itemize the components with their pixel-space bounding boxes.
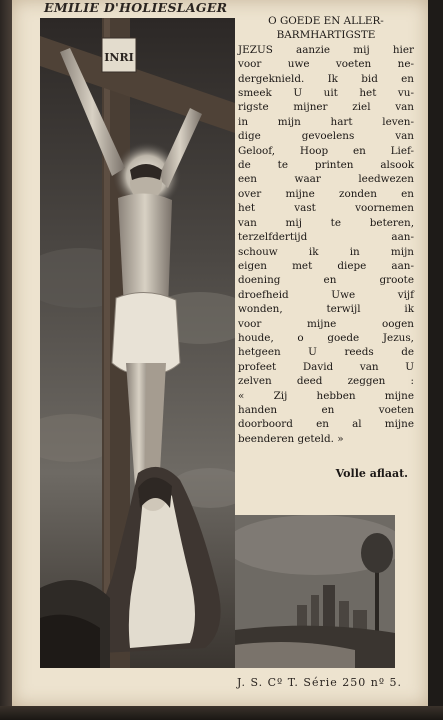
card-left-edge <box>0 0 12 720</box>
prayer-line: dergeknield. Ik bid en <box>238 72 414 85</box>
prayer-line: van mij te beteren, <box>238 216 414 229</box>
prayer-line: wonden, terwijl ik <box>238 303 414 316</box>
card-bottom-edge <box>0 706 443 720</box>
prayer-line: houde, o goede Jezus, <box>238 331 414 344</box>
prayer-line: over mijne zonden en <box>238 187 414 200</box>
inri-plaque-text: INRI <box>104 51 134 64</box>
prayer-line: smeek U uit het vu- <box>238 87 414 100</box>
series-footer: J. S. Cº T. Série 250 nº 5. <box>236 676 402 689</box>
prayer-line: de te printen alsook <box>238 159 414 172</box>
handwritten-name: EMILIE D'HOLIESLAGER <box>44 0 228 15</box>
prayer-text <box>238 14 414 446</box>
prayer-line: zelven deed zeggen : <box>238 375 414 388</box>
prayer-line: droefheid Uwe vijf <box>238 288 414 301</box>
prayer-line: het vast voornemen <box>238 202 414 215</box>
prayer-line: « Zij hebben mijne <box>238 389 414 402</box>
prayer-line: Geloof, Hoop en Lief- <box>238 144 414 157</box>
prayer-line: terzelfdertijd aan- <box>238 231 414 244</box>
prayer-line: voor uwe voeten ne- <box>238 58 414 71</box>
indulgence-note: Volle aflaat. <box>335 467 408 480</box>
prayer-line: BARMHARTIGSTE <box>276 29 376 42</box>
crucifixion-illustration <box>40 18 235 668</box>
prayer-line: rigste mijner ziel van <box>238 101 414 114</box>
landscape-illustration <box>235 515 395 668</box>
prayer-line: handen en voeten <box>238 403 414 416</box>
prayer-line: beenderen geteld. » <box>238 432 344 445</box>
prayer-line: schouw ik in mijn <box>238 245 414 258</box>
prayer-line: O GOEDE EN ALLER- <box>268 15 384 27</box>
prayer-line: JEZUS aanzie mij hier <box>238 43 414 56</box>
prayer-line: dige gevoelens van <box>238 130 414 143</box>
prayer-line: profeet David van U <box>238 360 414 373</box>
prayer-line: in mijn hart leven- <box>238 115 414 128</box>
prayer-line: doening en groote <box>238 274 414 287</box>
prayer-line: voor mijne oogen <box>238 317 414 330</box>
prayer-line: eigen met diepe aan- <box>238 259 414 272</box>
prayer-line: een waar leedwezen <box>238 173 414 186</box>
prayer-line: hetgeen U reeds de <box>238 346 414 359</box>
prayer-line: doorboord en al mijne <box>238 418 414 431</box>
